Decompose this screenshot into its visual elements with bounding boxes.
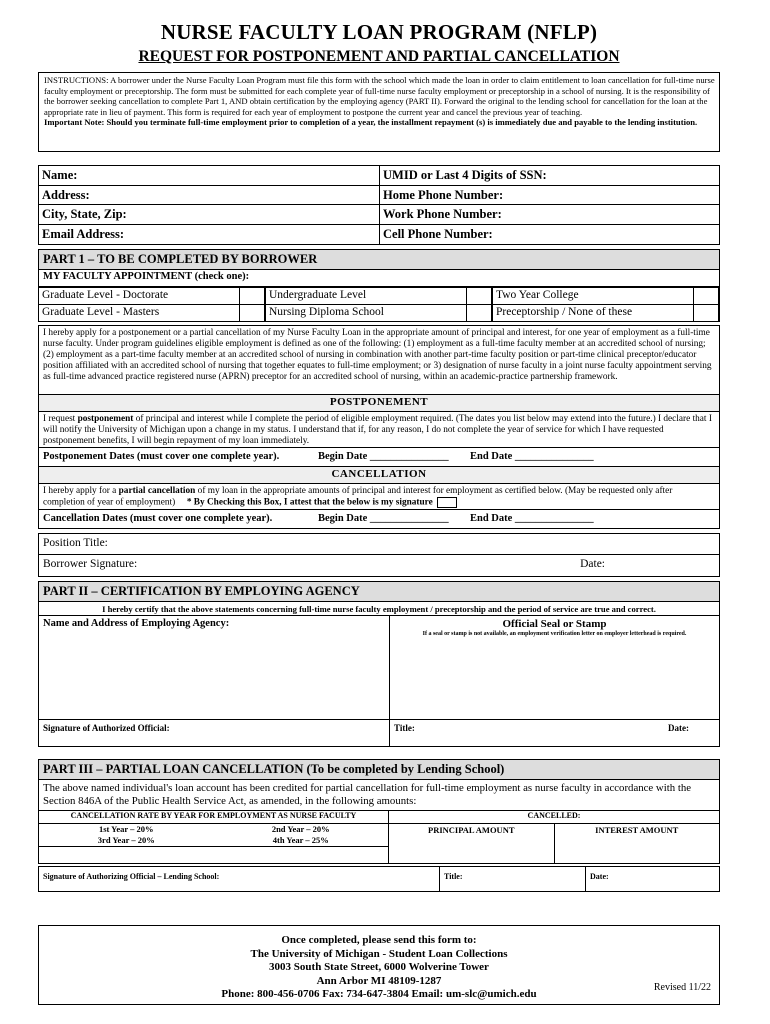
borrower-info-grid <box>38 165 720 245</box>
name-field[interactable]: Name: <box>42 168 78 182</box>
signature-attest-checkbox[interactable] <box>437 497 457 508</box>
cancellation-begin-date[interactable]: Begin Date _______________ <box>318 513 449 524</box>
rate-divider <box>39 846 388 847</box>
rate-year-4: 4th Year – 25% <box>272 835 329 845</box>
cancellation-rates-table <box>38 811 720 864</box>
home-phone-field[interactable]: Home Phone Number: <box>379 186 719 205</box>
important-note: Important Note: Should you terminate full-time employment prior to completion of a year, the installment repayment (s) is immediately due and payable to the lending institution. <box>44 117 698 128</box>
appointment-label: MY FACULTY APPOINTMENT (check one): <box>38 270 720 287</box>
option-two-year-college: Two Year College <box>496 289 579 301</box>
checkbox-two-year-college[interactable] <box>693 288 719 304</box>
official-signature-row <box>38 720 720 747</box>
postponement-begin-date[interactable]: Begin Date _______________ <box>318 451 449 462</box>
footer-line-1: Once completed, please send this form to: <box>281 934 477 946</box>
checkbox-nursing-diploma[interactable] <box>466 305 492 321</box>
checkbox-preceptorship[interactable] <box>693 305 719 321</box>
form-title: NURSE FACULTY LOAN PROGRAM (NFLP) <box>160 20 598 44</box>
rate-year-2: 2nd Year – 20% <box>271 824 330 834</box>
cancellation-end-date[interactable]: End Date _______________ <box>470 513 594 524</box>
postponement-dates-label: Postponement Dates (must cover one complete year). <box>43 451 280 462</box>
part3-text: The above named individual's loan account has been credited for partial cancellation for full-time employment as nurse faculty in accordance with the Section 846A of the Public Health Service Act, as amended, in the following amounts: <box>38 780 720 811</box>
appointment-options <box>38 287 720 322</box>
lending-title-field[interactable]: Title: <box>439 867 585 891</box>
form-subtitle: REQUEST FOR POSTPONEMENT AND PARTIAL CANCELLATION <box>138 48 620 65</box>
principal-amount-field[interactable]: PRINCIPAL AMOUNT <box>428 825 515 835</box>
address-field[interactable]: Address: <box>42 187 90 202</box>
official-signature-field[interactable]: Signature of Authorized Official: <box>43 723 170 733</box>
seal-label: Official Seal or Stamp <box>502 618 607 630</box>
official-title-field[interactable]: Title: <box>394 723 415 733</box>
option-nursing-diploma: Nursing Diploma School <box>269 306 384 318</box>
appointment-column <box>492 287 719 321</box>
lending-date-field[interactable]: Date: <box>585 867 719 891</box>
borrower-row <box>39 225 719 245</box>
rate-year-3: 3rd Year – 20% <box>97 835 155 845</box>
interest-amount-field[interactable]: INTEREST AMOUNT <box>554 824 720 863</box>
revised-date: Revised 11/22 <box>653 981 711 993</box>
part3-header: PART III – PARTIAL LOAN CANCELLATION (To be completed by Lending School) <box>38 759 720 780</box>
option-graduate-masters: Graduate Level - Masters <box>42 306 160 318</box>
postponement-text: I request postponement of principal and interest while I complete the period of eligible employment required. (The dates you list below may extend into the future.) I declare that I will notify the University of Michigan upon a change in my status. I understand that if, for any reason, I do not complete the year of service for which I have requested postponement benefits, I will begin repayment of my loan immediately. <box>38 412 720 448</box>
official-title-date <box>389 720 719 746</box>
instructions-text: INSTRUCTIONS: A borrower under the Nurse Faculty Loan Program must file this form with the school which made the loan in order to claim entitlement to loan cancellation for full-time nurse faculty employment or preceptorship. The form must be submitted for each complete year of full-time nurse faculty employment or preceptorship in a school of nursing. It is the responsibility of the borrower seeking cancellation to complete Part 1, AND obtain certification by the employing agency (PART II). Forward the original to the lending school for cancellation for the loan at the appropriate rate in lieu of payment. This form is required for each year of employment to postpone the current year and cancel the previous year of teaching. <box>44 75 715 117</box>
cancelled-header: CANCELLED: <box>527 811 581 820</box>
apply-text: I hereby apply for a postponement or a partial cancellation of my Nurse Faculty Loan in the appropriate amount of principal and interest, for one year of employment as a full-time nurse faculty. Under program guidelines eligible employment is defined as one of the following: (1) employment as a full-time faculty member at an accredited school of nursing; (2) employment as a part-time faculty member at an accredited school of nursing in combination with another part-time faculty position or part-time clinical preceptor/educator position affiliated with an accredited school of nursing that together equates to full-time employment; or 3) designation of nurse faculty in a joint nurse faculty appointment serving as full-time advanced practice registered nurse (APRN) preceptor for an accredited school of nursing, within an academic-practice partnership framework. <box>38 325 720 395</box>
part1-header: PART 1 – TO BE COMPLETED BY BORROWER <box>38 249 720 270</box>
appointment-column <box>265 287 492 321</box>
position-title-row[interactable] <box>38 533 720 555</box>
checkbox-graduate-doctorate[interactable] <box>239 288 265 304</box>
seal-area <box>389 616 719 719</box>
city-state-zip-field[interactable]: City, State, Zip: <box>42 207 127 221</box>
rate-header: CANCELLATION RATE BY YEAR FOR EMPLOYMENT AS NURSE FACULTY <box>39 811 389 823</box>
certification-text: I hereby certify that the above statements concerning full-time nurse faculty employment / preceptorship and the period of service are true and correct. <box>38 602 720 616</box>
mailing-footer <box>38 925 720 1005</box>
position-title-label: Position Title: <box>43 537 108 549</box>
footer-line-4: Ann Arbor MI 48109-1287 <box>316 974 442 987</box>
lending-signature-field[interactable]: Signature of Authorizing Official – Lending School: <box>43 872 220 881</box>
agency-name-field[interactable]: Name and Address of Employing Agency: <box>43 618 230 629</box>
postponement-end-date[interactable]: End Date _______________ <box>470 451 594 462</box>
rate-year-1: 1st Year – 20% <box>98 824 154 834</box>
seal-note: If a seal or stamp is not available, an employment verification letter on employer letterhead is required. <box>422 631 687 637</box>
rate-values <box>39 824 389 863</box>
official-date-field[interactable]: Date: <box>668 723 689 733</box>
borrower-date-label: Date: <box>580 558 605 570</box>
checkbox-undergraduate[interactable] <box>466 288 492 304</box>
footer-line-2: The University of Michigan - Student Loan Collections <box>250 947 508 960</box>
form-page <box>38 20 720 892</box>
email-field[interactable]: Email Address: <box>42 226 125 241</box>
umid-field[interactable]: UMID or Last 4 Digits of SSN: <box>379 166 719 185</box>
footer-line-5: Phone: 800-456-0706 Fax: 734-647-3804 Email: um-slc@umich.edu <box>221 988 537 1000</box>
option-graduate-doctorate: Graduate Level - Doctorate <box>42 289 169 301</box>
borrower-signature-row[interactable] <box>38 555 720 577</box>
postponement-dates-row[interactable] <box>38 448 720 467</box>
postponement-header: POSTPONEMENT <box>38 395 720 412</box>
part2-header: PART II – CERTIFICATION BY EMPLOYING AGENCY <box>38 581 720 602</box>
cancellation-text: I hereby apply for a partial cancellation of my loan in the appropriate amounts of principal and interest for employment as certified below. (May be requested only after completion of year of employment) * By Checking this Box, I attest that the below is my signature <box>38 484 720 510</box>
instructions-box <box>38 72 720 152</box>
option-undergraduate: Undergraduate Level <box>269 289 367 301</box>
signature-attest-text: * By Checking this Box, I attest that the below is my signature <box>186 497 433 508</box>
borrower-row <box>39 166 719 186</box>
work-phone-field[interactable]: Work Phone Number: <box>379 205 719 224</box>
agency-section <box>38 616 720 720</box>
option-preceptorship: Preceptorship / None of these <box>496 306 633 318</box>
cell-phone-field[interactable]: Cell Phone Number: <box>379 225 719 245</box>
lending-signature-row <box>38 866 720 892</box>
cancellation-dates-row[interactable] <box>38 510 720 529</box>
cancellation-header: CANCELLATION <box>38 467 720 484</box>
appointment-column <box>39 287 265 321</box>
cancellation-dates-label: Cancellation Dates (must cover one complete year). <box>43 513 273 524</box>
borrower-signature-label: Borrower Signature: <box>43 558 138 570</box>
checkbox-graduate-masters[interactable] <box>239 305 265 321</box>
borrower-row <box>39 186 719 206</box>
footer-line-3: 3003 South State Street, 6000 Wolverine Tower <box>269 961 489 973</box>
borrower-row <box>39 205 719 225</box>
